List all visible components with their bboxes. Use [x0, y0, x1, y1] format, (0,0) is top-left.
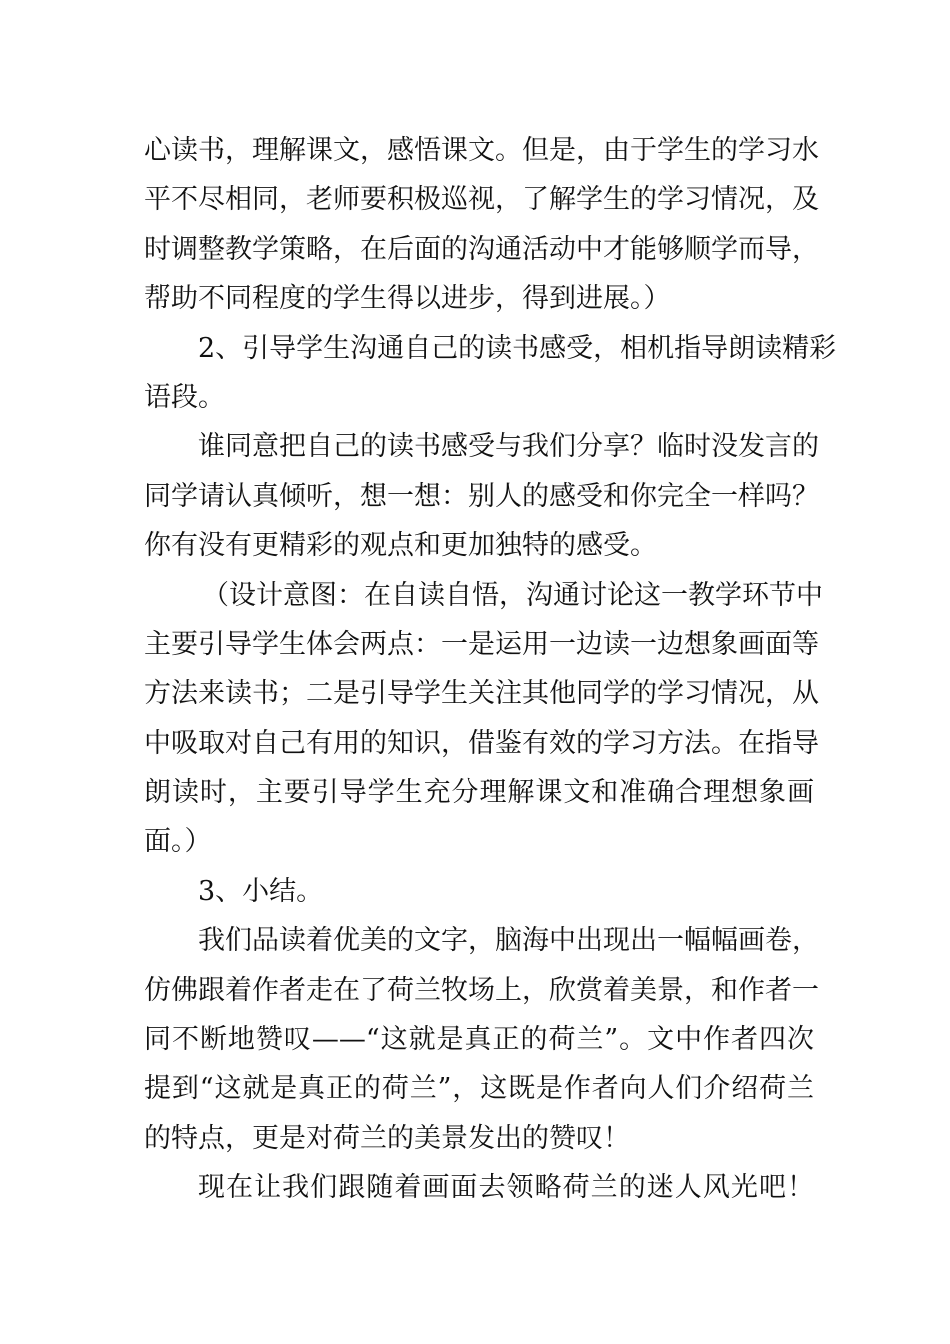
text-line: 的特点，更是对荷兰的美景发出的赞叹！	[144, 1122, 630, 1154]
text-line: 现在让我们跟随着画面去领略荷兰的迷人风光吧！	[198, 1172, 814, 1204]
text-line: 仿佛跟着作者走在了荷兰牧场上，欣赏着美景，和作者一	[144, 974, 819, 1006]
text-line: 中吸取对自己有用的知识，借鉴有效的学习方法。在指导	[144, 727, 819, 759]
text-line: 语段。	[144, 381, 225, 413]
text-line: 面。）	[144, 826, 212, 858]
text-line: 主要引导学生体会两点：一是运用一边读一边想象画面等	[144, 628, 819, 660]
text-line: 谁同意把自己的读书感受与我们分享？临时没发言的	[198, 431, 819, 463]
text-line: 2、引导学生沟通自己的读书感受，相机指导朗读精彩	[198, 332, 837, 364]
text-line: 同学请认真倾听，想一想：别人的感受和你完全一样吗？	[144, 480, 819, 512]
text-line: 同不断地赞叹——“这就是真正的荷兰”。文中作者四次	[144, 1024, 814, 1056]
text-line: （设计意图：在自读自悟，沟通讨论这一教学环节中	[202, 579, 823, 611]
text-line: 方法来读书；二是引导学生关注其他同学的学习情况，从	[144, 678, 819, 710]
text-line: 帮助不同程度的学生得以进步，得到进展。）	[144, 283, 671, 315]
text-line: 朗读时，主要引导学生充分理解课文和准确合理想象画	[144, 777, 814, 809]
text-line: 平不尽相同，老师要积极巡视，了解学生的学习情况，及	[144, 184, 819, 216]
text-line: 3、小结。	[198, 875, 324, 907]
text-line: 提到“这就是真正的荷兰”，这既是作者向人们介绍荷兰	[144, 1073, 814, 1105]
text-line: 你有没有更精彩的观点和更加独特的感受。	[144, 530, 657, 562]
text-line: 我们品读着优美的文字，脑海中出现出一幅幅画卷，	[198, 925, 819, 957]
text-line: 时调整教学策略，在后面的沟通活动中才能够顺学而导，	[144, 233, 819, 265]
document-body	[144, 126, 837, 1213]
text-line: 心读书，理解课文，感悟课文。但是，由于学生的学习水	[144, 135, 819, 166]
